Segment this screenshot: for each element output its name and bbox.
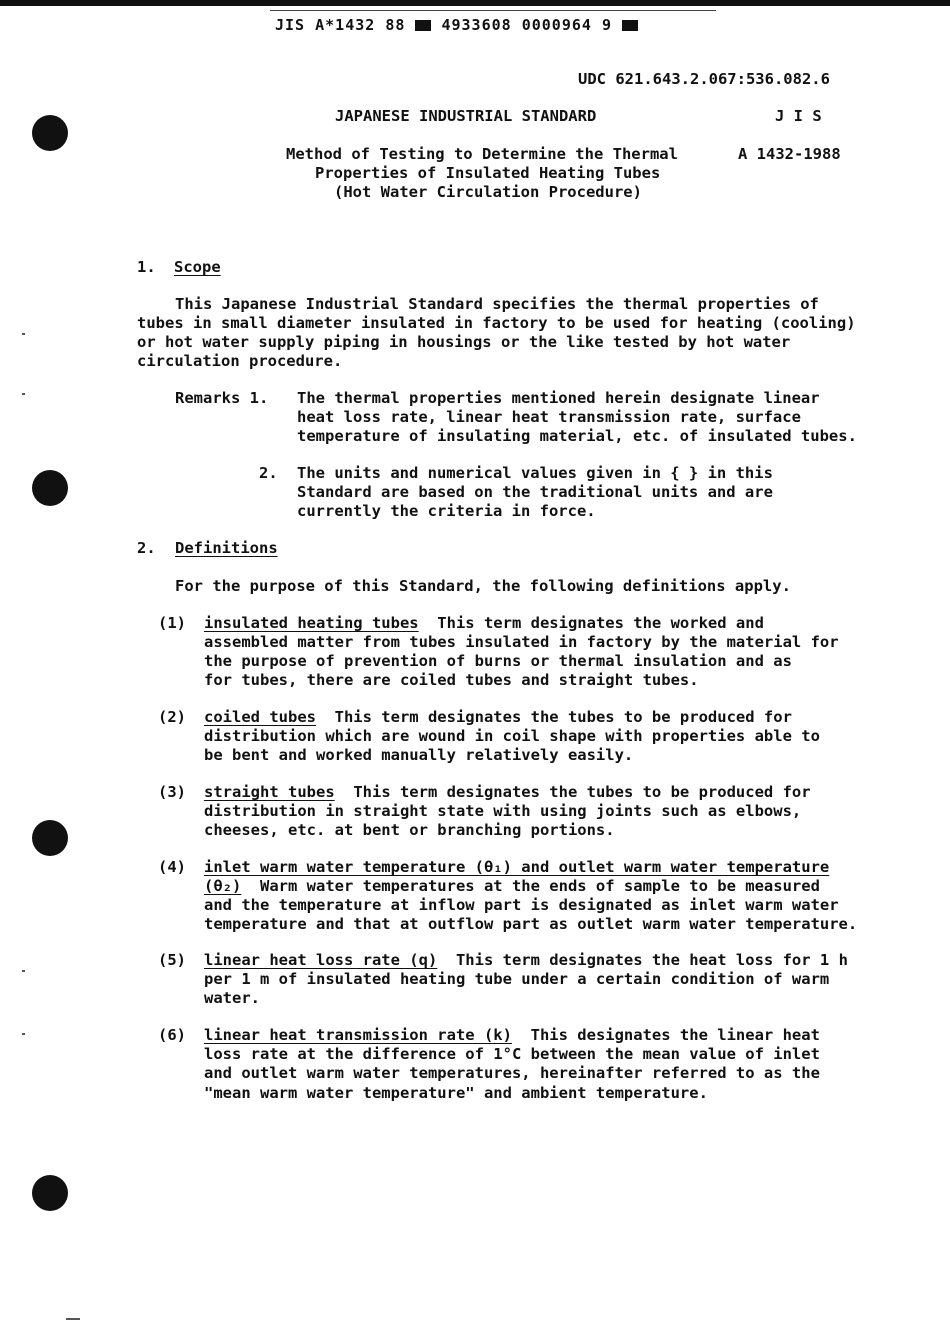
scope-para-line-1: This Japanese Industrial Standard specifies the thermal properties of	[175, 295, 819, 313]
def-3-term: straight tubes	[204, 783, 335, 801]
def-6-line-3: and outlet warm water temperatures, hereinafter referred to as the	[204, 1064, 820, 1082]
code-block-mark-end	[622, 20, 638, 31]
def-3-line-3: cheeses, etc. at bent or branching portions.	[204, 821, 615, 839]
def-4-first: Warm water temperatures at the ends of sample to be measured	[241, 877, 820, 895]
jis-label: J I S	[775, 107, 822, 125]
document-code	[275, 16, 638, 34]
remark-1-line-1: The thermal properties mentioned herein designate linear	[297, 389, 820, 407]
def-3-line-2: distribution in straight state with using joints such as elbows,	[204, 802, 802, 820]
def-4-second-line	[204, 877, 820, 896]
def-5-first-line	[204, 951, 848, 970]
def-5-line-3: water.	[204, 989, 260, 1007]
remark-1-line-3: temperature of insulating material, etc. of insulated tubes.	[297, 427, 857, 445]
def-5-number: (5)	[158, 951, 186, 969]
binder-hole	[32, 470, 68, 506]
scan-speck	[22, 393, 25, 395]
def-4-term: inlet warm water temperature (θ₁) and outlet warm water temperature	[204, 858, 830, 876]
def-6-number: (6)	[158, 1026, 186, 1044]
remark-1-line-2: heat loss rate, linear heat transmission rate, surface	[297, 408, 801, 426]
code-mid: 4933608 0000964 9	[441, 16, 612, 34]
remarks-label: Remarks 1.	[175, 389, 269, 407]
def-3-first: This term designates the tubes to be produced for	[334, 783, 811, 801]
def-4-line-3: and the temperature at inflow part is designated as inlet warm water	[204, 896, 839, 914]
code-block-mark	[415, 20, 431, 31]
binder-hole	[32, 820, 68, 856]
def-6-first: This designates the linear heat	[511, 1026, 820, 1044]
scan-speck	[22, 970, 25, 972]
def-5-line-2: per 1 m of insulated heating tube under a certain condition of warm	[204, 970, 830, 988]
remark-2-line-2: Standard are based on the traditional units and are	[297, 483, 773, 501]
def-2-first-line	[204, 708, 792, 727]
def-1-line-3: the purpose of prevention of burns or thermal insulation and as	[204, 652, 792, 670]
def-1-first-line	[204, 614, 764, 633]
scan-speck	[66, 1318, 80, 1320]
binder-hole	[32, 115, 68, 151]
code-prefix: JIS A*1432 88	[275, 16, 406, 34]
def-6-line-4: "mean warm water temperature" and ambient temperature.	[204, 1084, 708, 1102]
doc-title-line-1: Method of Testing to Determine the Thermal	[286, 145, 678, 163]
def-1-number: (1)	[158, 614, 186, 632]
def-6-line-2: loss rate at the difference of 1°C between the mean value of inlet	[204, 1045, 820, 1063]
remark-2-line-3: currently the criteria in force.	[297, 502, 596, 520]
section-1-heading: Scope	[174, 258, 221, 276]
scope-para-line-3: or hot water supply piping in housings or the like tested by hot water	[137, 333, 791, 351]
def-2-term: coiled tubes	[204, 708, 316, 726]
def-5-first: This term designates the heat loss for 1 h	[437, 951, 848, 969]
def-2-first: This term designates the tubes to be produced for	[315, 708, 792, 726]
top-border	[0, 0, 950, 6]
def-4-number: (4)	[158, 858, 186, 876]
def-4-line-4: temperature and that at outflow part as outlet warm water temperature.	[204, 915, 858, 933]
scope-para-line-4: circulation procedure.	[137, 352, 343, 370]
doc-title-line-3: (Hot Water Circulation Procedure)	[334, 183, 642, 201]
def-3-first-line	[204, 783, 811, 802]
top-rule	[270, 10, 716, 11]
scope-para-line-2: tubes in small diameter insulated in factory to be used for heating (cooling)	[137, 314, 856, 332]
def-6-term: linear heat transmission rate (k)	[204, 1026, 512, 1044]
scan-speck	[22, 1033, 25, 1035]
udc-number: UDC 621.643.2.067:536.082.6	[578, 70, 830, 88]
def-1-term: insulated heating tubes	[204, 614, 419, 632]
remark-2-number: 2.	[259, 464, 278, 482]
def-5-term: linear heat loss rate (q)	[204, 951, 438, 969]
scan-speck	[22, 333, 25, 335]
def-4-term-2: (θ₂)	[204, 877, 242, 895]
standard-number: A 1432-1988	[738, 145, 841, 163]
section-2-number: 2.	[137, 539, 156, 557]
def-3-number: (3)	[158, 783, 186, 801]
doc-title-line-2: Properties of Insulated Heating Tubes	[315, 164, 661, 182]
remark-2-line-1: The units and numerical values given in { } in this	[297, 464, 773, 482]
standard-title: JAPANESE INDUSTRIAL STANDARD	[335, 107, 597, 125]
def-2-line-3: be bent and worked manually relatively easily.	[204, 746, 634, 764]
definitions-intro: For the purpose of this Standard, the following definitions apply.	[175, 577, 791, 595]
def-6-first-line	[204, 1026, 820, 1045]
binder-hole	[32, 1175, 68, 1211]
section-1-number: 1.	[137, 258, 156, 276]
def-1-line-2: assembled matter from tubes insulated in factory by the material for	[204, 633, 839, 651]
section-2-heading: Definitions	[175, 539, 278, 557]
def-2-number: (2)	[158, 708, 186, 726]
def-1-line-4: for tubes, there are coiled tubes and straight tubes.	[204, 671, 699, 689]
def-1-first: This term designates the worked and	[418, 614, 764, 632]
def-2-line-2: distribution which are wound in coil shape with properties able to	[204, 727, 820, 745]
